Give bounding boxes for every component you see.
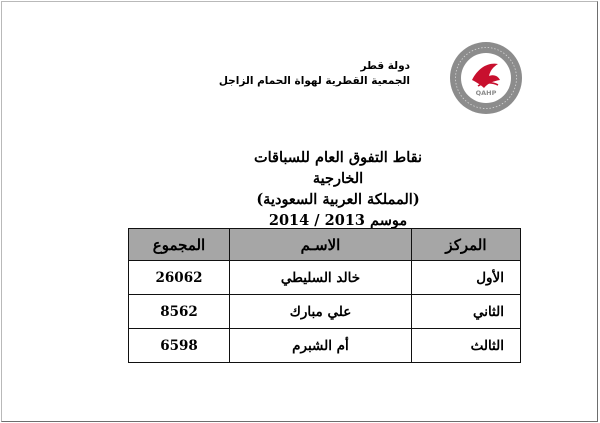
table-header-row (129, 229, 521, 261)
name-cell: خالد السليطي (230, 261, 412, 295)
svg-text:QAHP: QAHP (475, 89, 497, 97)
total-cell: 8562 (129, 295, 230, 329)
title-line-3: موسم 2013 / 2014 (268, 212, 408, 229)
table-row (129, 295, 521, 329)
header-total: المجموع (129, 229, 230, 261)
header-name: الاسـم (230, 229, 412, 261)
document-title (238, 147, 438, 231)
qahp-logo-icon (448, 40, 524, 116)
table-row (129, 329, 521, 363)
standings-table (128, 228, 521, 363)
name-cell: علي مبارك (230, 295, 412, 329)
table-row (129, 261, 521, 295)
association-name: الجمعية القطرية لهواة الحمام الزاجل (218, 75, 410, 87)
header-rank: المركز (411, 229, 520, 261)
rank-cell: الأول (411, 261, 520, 295)
total-cell: 26062 (129, 261, 230, 295)
organization-header (219, 59, 410, 89)
title-line-2: (المملكة العربية السعودية) (256, 191, 420, 208)
rank-cell: الثالث (411, 329, 520, 363)
total-cell: 6598 (129, 329, 230, 363)
name-cell: أم الشبرم (230, 329, 412, 363)
rank-cell: الثاني (411, 295, 520, 329)
country-name: دولة قطر (360, 60, 410, 72)
title-line-1: نقاط التفوق العام للسباقات الخارجية (253, 149, 423, 187)
